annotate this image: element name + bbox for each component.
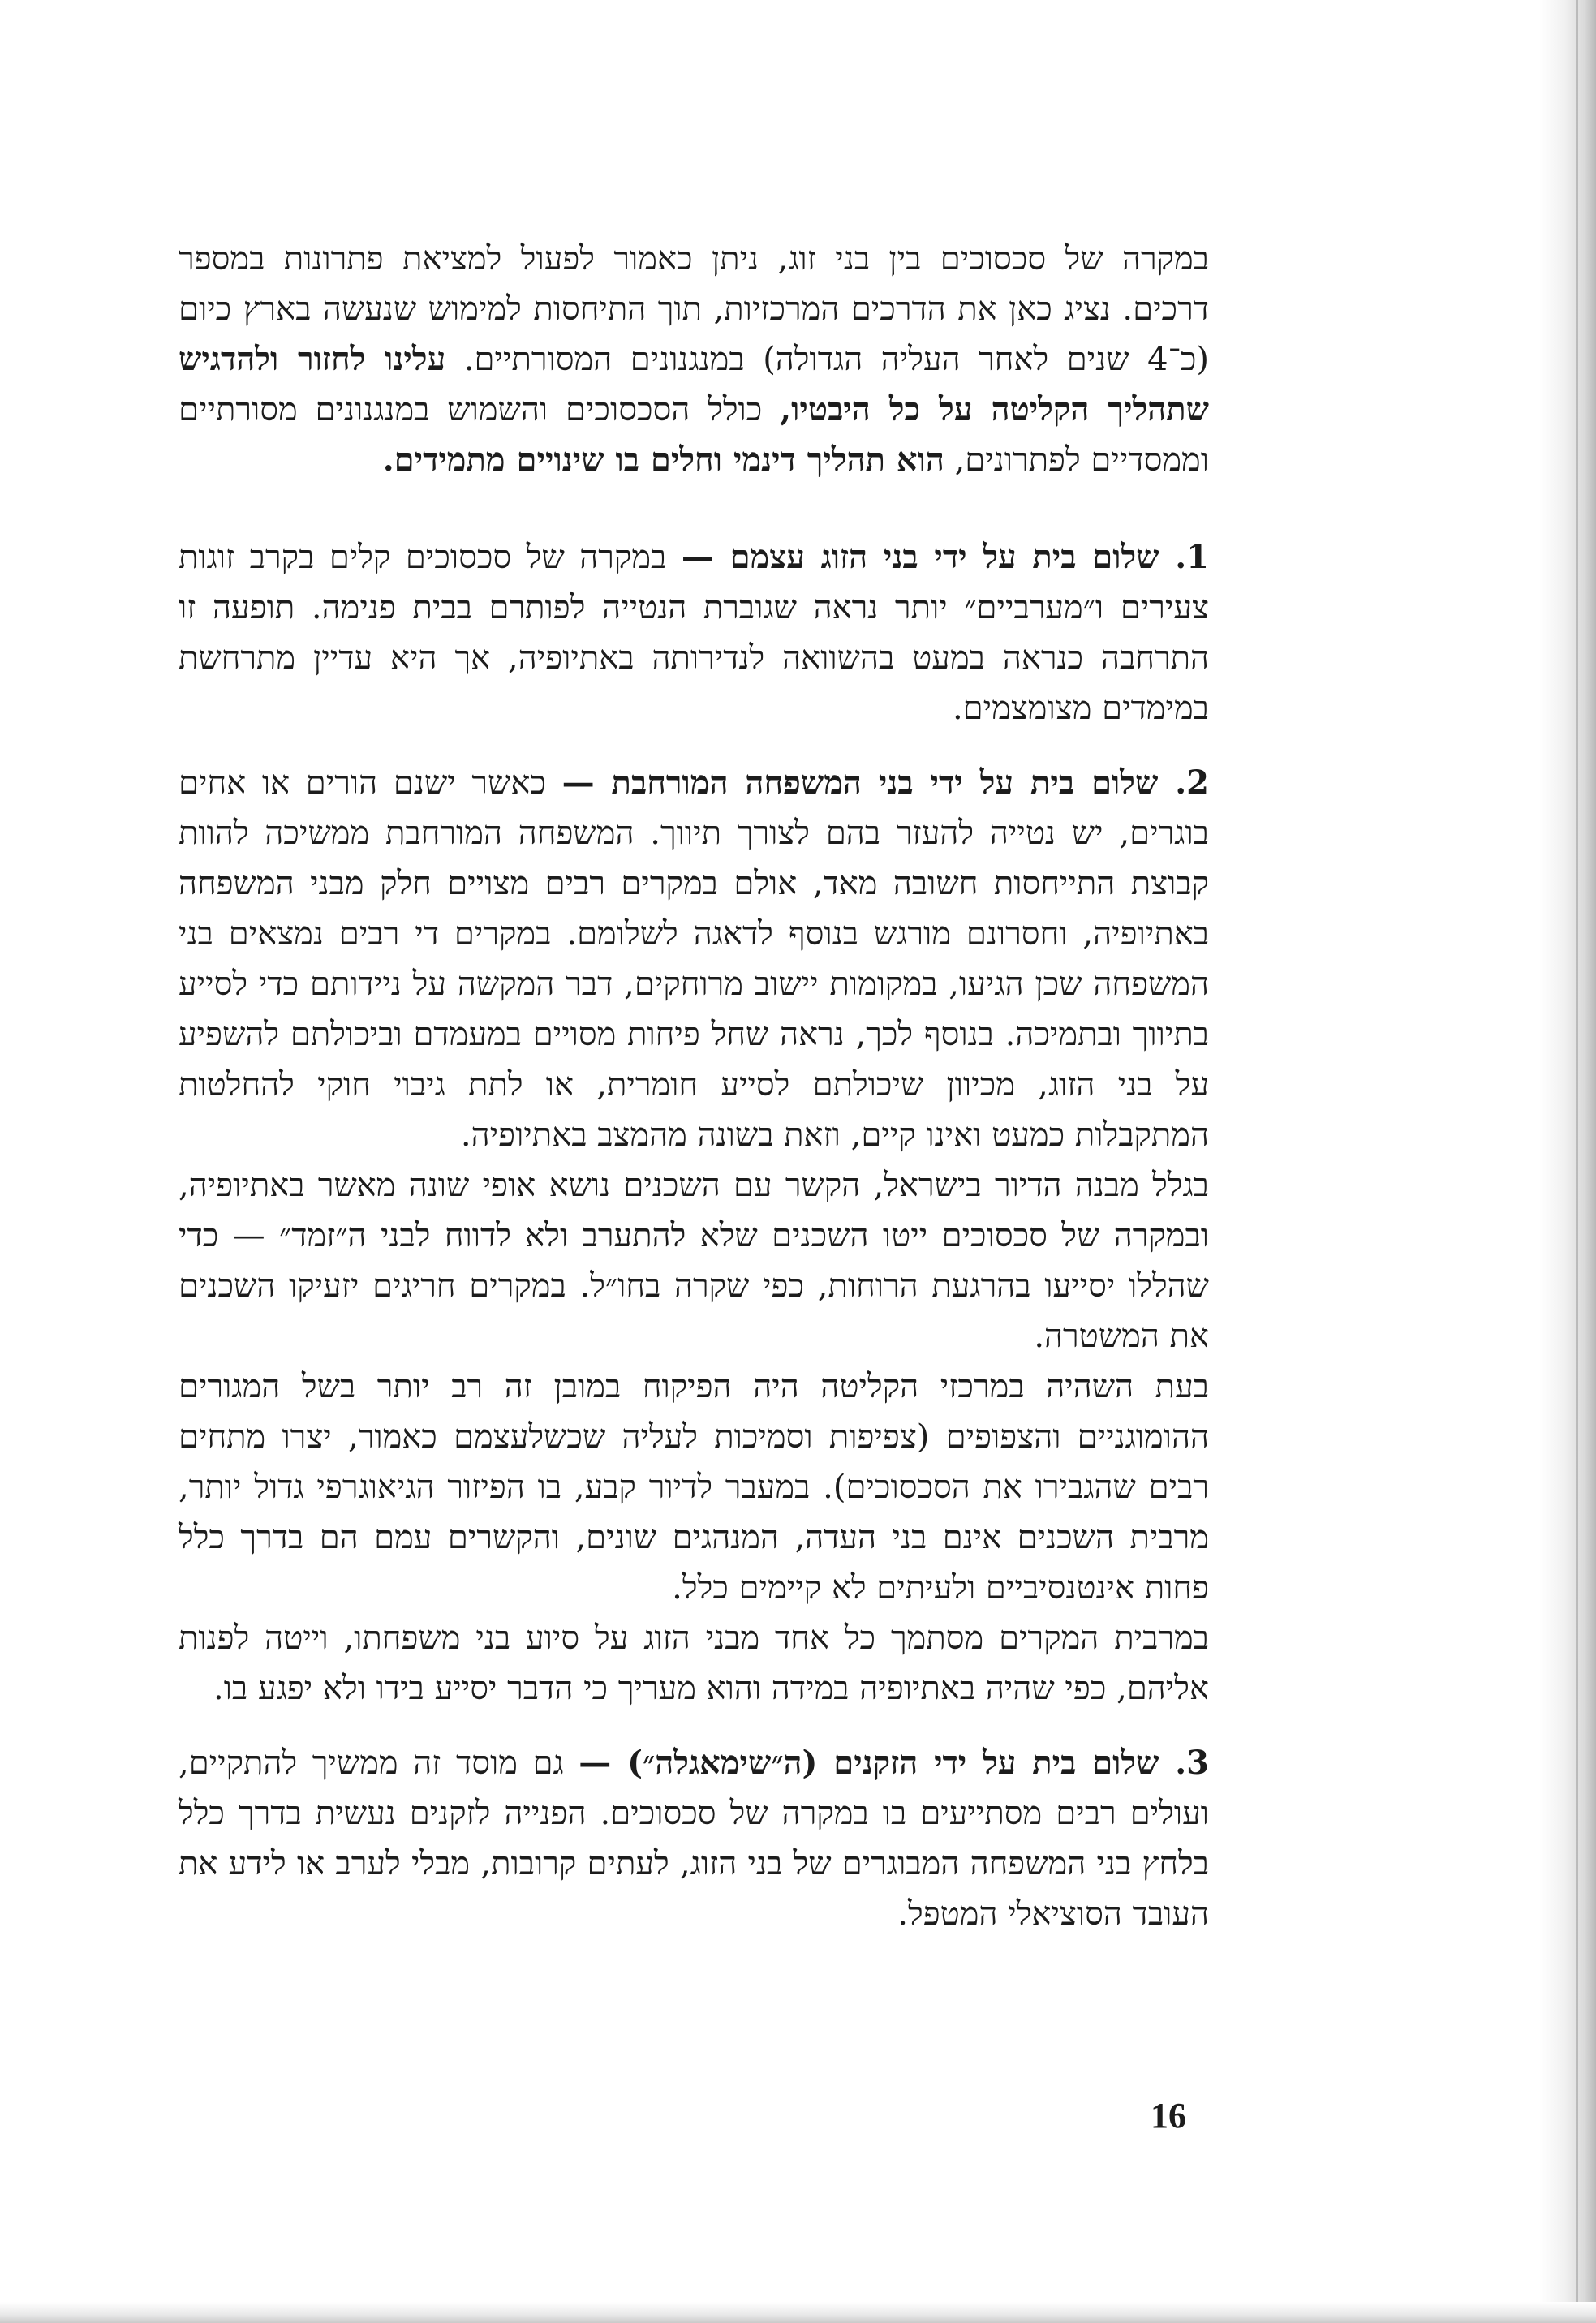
- intro-emphasis-1: עלינו לחזור ולהדגיש שתהליך הקליטה על כל היבטיו,: [179, 340, 1210, 428]
- item-2-paragraph-absorption-centers: בעת השהיה במרכזי הקליטה היה הפיקוח במובן זה רב יותר בשל המגורים ההומוגניים והצפופים (צפיפות וסמיכות לעליה שכשלעצמם כאמור, יצרו מתחים רבים שהגבירו את הסכסוכים). במעבר לדיור קבע, בו הפיזור הגיאוגרפי גדול יותר, מרבית השכנים אינם בני העדה, המנהגים שונים, והקשרים עמם הם בדרך כלל פחות אינטנסיביים ולעיתים לא קיימים כלל.: [179, 1368, 1209, 1607]
- item-2-paragraph-family-support: במרבית המקרים מסתמך כל אחד מבני הזוג על סיוע בני משפחתו, וייטה לפנות אליהם, כפי שהיה באתיופיה במידה והוא מעריך כי הדבר יסייע בידו ולא יפגע בו.: [179, 1620, 1209, 1707]
- intro-text-1: במקרה של סכסוכים בין בני זוג, ניתן כאמור לפעול למציאת פתרונות במספר דרכים. נציג כאן את הדרכים המרכזיות, תוך התיחסות למימוש שנעשה בארץ כיום (כ־4 שנים לאחר העליה הגדולה) במנגנונים המסורתיים.: [179, 240, 1209, 378]
- page-number: 16: [1151, 2096, 1186, 2136]
- document-body: [179, 234, 1209, 1939]
- scan-page-edge: [1539, 0, 1596, 2323]
- item-2-text: כאשר ישנם הורים או אחים בוגרים, יש נטייה להעזר בהם לצורך תיווך. המשפחה המורחבת ממשיכה להוות קבוצת התייחסות חשובה מאד, אולם במקרים רבים מצויים חלק מבני המשפחה באתיופיה, וחסרונם מורגש בנוסף לדאגה לשלומם. במקרים די רבים נמצאים בני המשפחה שכן הגיעו, במקומות יישוב מרוחקים, דבר המקשה על ניידותם כדי לסייע בתיווך ובתמיכה. בנוסף לכך, נראה שחל פיחות מסויים במעמדם וביכולתם להשפיע על בני הזוג, מכיוון שיכולתם לסייע חומרית, או לתת גיבוי חוקי להחלטות המתקבלות כמעט ואינו קיים, וזאת בשונה מהמצב באתיופיה.: [179, 764, 1209, 1154]
- item-1-paragraph: [179, 532, 1209, 733]
- scan-bottom-shadow: [0, 2302, 1596, 2323]
- item-1-text: במקרה של סכסוכים קלים בקרב זוגות צעירים ו״מערביים״ יותר נראה שגוברת הנטייה לפותרם בבית פנימה. תופעה זו התרחבה כנראה במעט בהשוואה לנדירותה באתיופיה, אך היא עדיין מתרחשת במימדים מצומצמים.: [179, 539, 1209, 727]
- item-2-paragraph: [179, 758, 1209, 1160]
- item-2-heading: 2. שלום בית על ידי בני המשפחה המורחבת —: [561, 764, 1209, 802]
- item-1-heading: 1. שלום בית על ידי בני הזוג עצמם —: [681, 538, 1210, 576]
- item-3-paragraph: [179, 1738, 1209, 1939]
- intro-emphasis-2: הוא תהליך דינמי וחלים בו שינויים מתמידים.: [382, 441, 944, 479]
- intro-paragraph: [179, 234, 1209, 485]
- item-3-text: גם מוסד זה ממשיך להתקיים, ועולים רבים מסתייעים בו במקרה של סכסוכים. הפנייה לזקנים נעשית בדרך כלל בלחץ בני המשפחה המבוגרים של בני הזוג, לעתים קרובות, מבלי לערב או לידע את העובד הסוציאלי המטפל.: [179, 1744, 1209, 1933]
- item-3-heading: 3. שלום בית על ידי הזקנים (ה״שימאגלה״) —: [579, 1744, 1209, 1782]
- item-2-paragraph-neighbors: בגלל מבנה הדיור בישראל, הקשר עם השכנים נושא אופי שונה מאשר באתיופיה, ובמקרה של סכסוכים ייטו השכנים שלא להתערב ולא לדווח לבני ה״זמד״ — כדי שהללו יסייעו בהרגעת הרוחות, כפי שקרה בחו״ל. במקרים חריגים יזעיקו השכנים את המשטרה.: [179, 1167, 1210, 1355]
- intro-text-2: כולל הסכסוכים והשמוש במנגנונים מסורתיים וממסדיים לפתרונים,: [179, 391, 1209, 479]
- scan-edge-line: [1576, 0, 1578, 2323]
